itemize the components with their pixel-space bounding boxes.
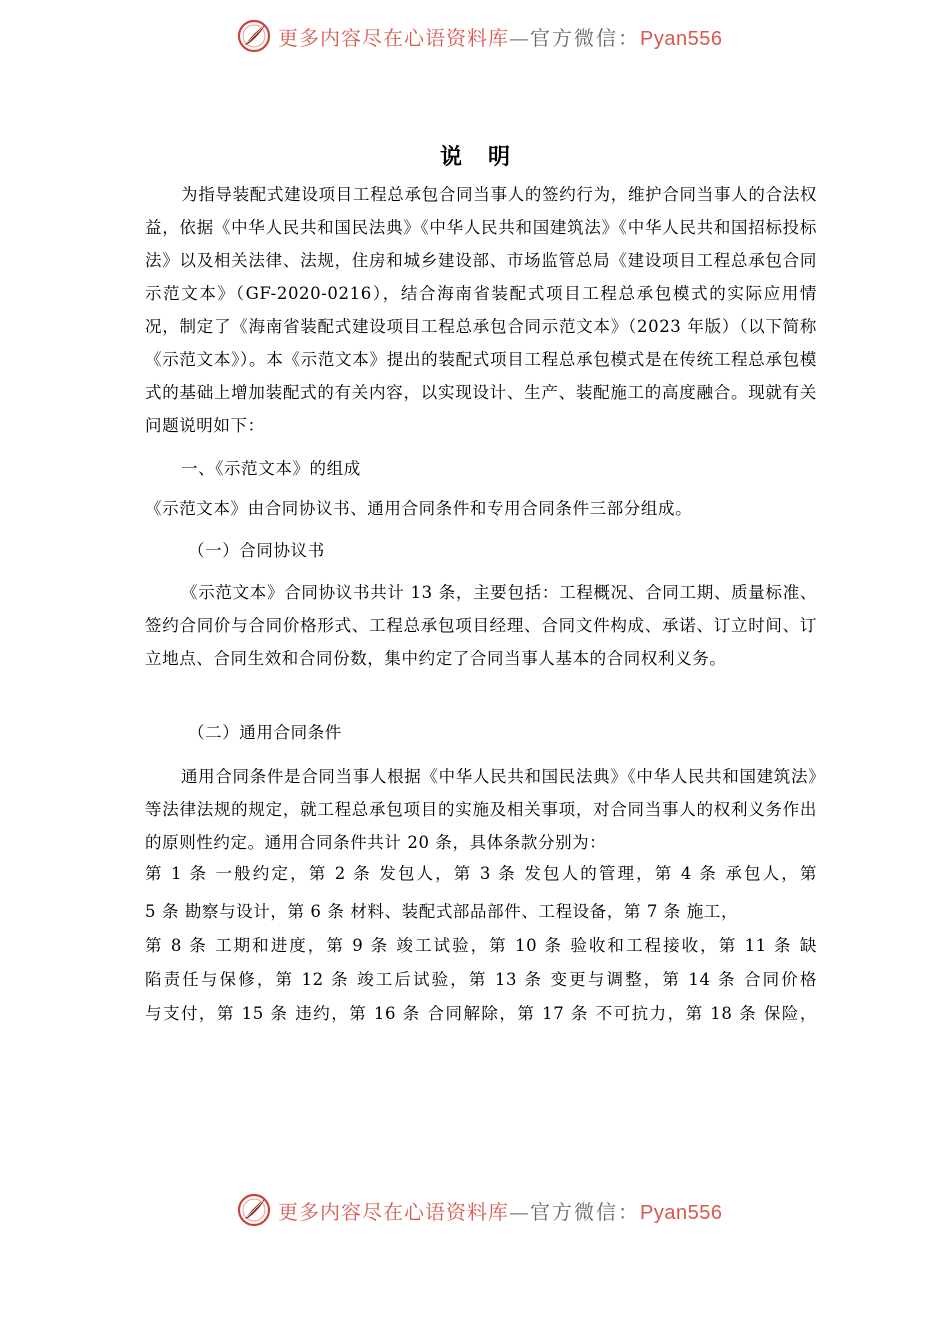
clause-line: 第 8 条 工期和进度，第 9 条 竣工试验，第 10 条 验收和工程接收，第 11 条 缺 [145,936,817,955]
feather-seal-icon [236,1192,272,1228]
paragraph-general-conditions: 通用合同条件是合同当事人根据《中华人民共和国民法典》《中华人民共和国建筑法》等法律法规的规定，就工程总承包项目的实施及相关事项，对合同当事人的权利义务作出的原则性约定。通用合同条件共计 20 条，具体条款分别为： [145,767,817,852]
watermark-main: 更多内容尽在心语资料库 [278,1199,509,1224]
watermark-wechat-id: Pyan556 [640,27,723,50]
watermark-separator: — [509,25,530,50]
page-title: 说明 [439,145,536,170]
clause-line: 陷责任与保修，第 12 条 竣工后试验，第 13 条 变更与调整，第 14 条 合同价格 [145,970,817,989]
clause-line: 第 1 条 一般约定，第 2 条 发包人，第 3 条 发包人的管理，第 4 条 承包人，第 [145,864,817,883]
clause-line: 与支付，第 15 条 违约，第 16 条 合同解除，第 17 条 不可抗力，第 18 条 保险， [145,1004,817,1023]
feather-seal-icon [236,18,272,54]
section-heading-composition: 一、《示范文本》的组成 [181,459,361,478]
watermark-wechat-label: 官方微信： [530,1199,640,1224]
watermark-separator: — [509,1199,530,1224]
watermark-footer [236,1190,736,1230]
paragraph-agreement: 《示范文本》合同协议书共计 13 条，主要包括：工程概况、合同工期、质量标准、签约合同价与合同价格形式、工程总承包项目经理、合同文件构成、承诺、订立时间、订立地点、合同生效和合同份数，集中约定了合同当事人基本的合同权利义务。 [145,583,817,668]
subheading-general-conditions: （二）通用合同条件 [188,723,342,742]
section-text-composition: 《示范文本》由合同协议书、通用合同条件和专用合同条件三部分组成。 [145,499,693,518]
clause-line: 5 条 勘察与设计，第 6 条 材料、装配式部品部件、工程设备，第 7 条 施工， [145,902,739,921]
watermark-text [278,22,722,51]
intro-paragraph: 为指导装配式建设项目工程总承包合同当事人的签约行为，维护合同当事人的合法权益，依据《中华人民共和国民法典》《中华人民共和国建筑法》《中华人民共和国招标投标法》以及相关法律、法规，住房和城乡建设部、市场监管总局《建设项目工程总承包合同示范文本》（GF-2020-0216），结合海南省装配式项目工程总承包模式的实际应用情况，制定了《海南省装配式建设项目工程总承包合同示范文本》（2023 年版）（以下简称《示范文本》）。本《示范文本》提出的装配式项目工程总承包模式是在传统工程总承包模式的基础上增加装配式的有关内容，以实现设计、生产、装配施工的高度融合。现就有关问题说明如下： [145,185,817,435]
watermark-wechat-label: 官方微信： [530,25,640,50]
watermark-header [236,16,736,56]
watermark-main: 更多内容尽在心语资料库 [278,25,509,50]
watermark-wechat-id: Pyan556 [640,1201,723,1224]
watermark-text [278,1196,722,1225]
subheading-agreement: （一）合同协议书 [188,541,325,560]
